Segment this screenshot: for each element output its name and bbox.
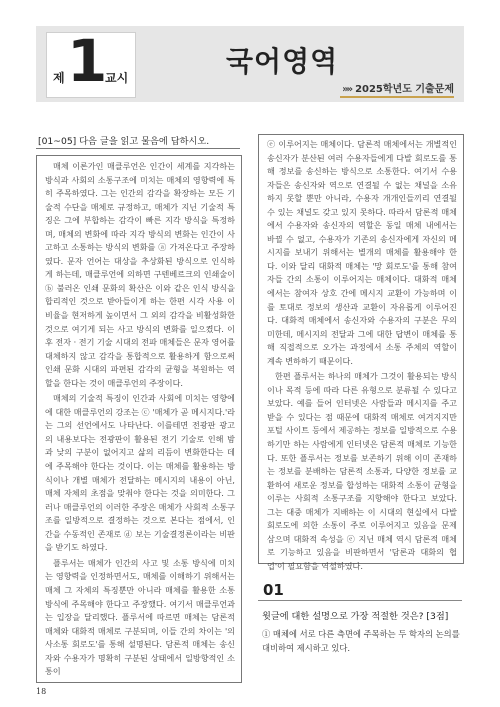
- instruction-divider: [36, 148, 240, 149]
- reading-passage-left: [36, 155, 242, 683]
- exam-label: [342, 80, 454, 95]
- period-box: [46, 27, 136, 98]
- answer-option-1[interactable]: ① 매체에 서로 다른 측면에 주목하는 두 학자의 논의를 대비하여 제시하고 있다.: [262, 629, 460, 653]
- exam-year-label: 2025학년도 기출문제: [355, 84, 454, 95]
- exam-header: [36, 26, 464, 102]
- passage-paragraph: 한편 플루서는 하나의 매체가 그것이 활용되는 방식이나 목적 등에 따라 다른 유형으로 분류될 수 있다고 보았다. 예를 들어 인터넷은 사람들과 메시지를 주고받을 수 있다는 점 때문에 대화적 매체로 여겨지지만 포털 사이트 등에서 제공하는 정보를 일방적으로 수용하기만 하는 사람에게 인터넷은 담론적 매체로 기능한다. 또한 플루서는 정보를 보존하기 위해 이미 존재하는 정보를 분배하는 담론적 소통과, 다양한 정보를 교환하여 새로운 정보를 합성하는 대화적 소통이 균형을 이루는 사회적 소통구조를 지향해야 한다고 보았다. 그는 대중 매체가 지배하는 이 시대의 현실에서 다발 회로도에 의한 소통이 주로 이루어지고 있음을 문제 삼으며 대화적 속성을 ⓔ 지닌 매체 역시 담론적 매체로 기능하고 있음을 비판하면서 '담론과 대화의 협업'이 필요함을 역설하였다.: [267, 371, 457, 571]
- question-number: 01: [263, 581, 284, 599]
- passage-paragraph: ⓔ 이루어지는 매체이다. 담론적 매체에서는 개별적인 송신자가 분산된 여러 수용자들에게 다발 회로도를 통해 정보를 송신하는 방식으로 소통한다. 여기서 수용자들은 송신자와 역으로 연결될 수 없는 채널을 소유하지 못할 뿐만 아니라, 수용자 개개인들끼리 연결될 수 있는 채널도 갖고 있지 못하다. 따라서 담론적 매체에서 수용자와 송신자의 역할은 동일 매체 내에서는 바뀔 수 없고, 수용자가 기존의 송신자에게 자신의 메시지를 보내기 위해서는 별개의 매체를 활용해야 한다. 이와 달리 대화적 매체는 '망 회로도'를 통해 참여자들 간의 소통이 이루어지는 매체이다. 대화적 매체에서는 참여자 상호 간에 메시지 교환이 가능하며 이를 토대로 정보의 생산과 교환이 자유롭게 이루어진다. 대화적 매체에서 송신자와 수용자의 구분은 무의미한데, 메시지의 전달과 그에 대한 답변이 매체를 통해 직접적으로 오가는 과정에서 소통 주체의 역할이 계속 변하하기 때문이다.: [267, 139, 457, 366]
- question-divider: [258, 600, 462, 601]
- passage-paragraph: 매체의 기술적 특징이 인간과 사회에 미치는 영향에 에 대한 매클루언의 강조는 ⓒ '매체가 곧 메시지다.'라는 그의 선언에서도 나타난다. 이를테면 전광판 광고의 내용보다는 전광판이 활용된 전기 기술로 인해 밤과 낮의 구분이 없어지고 삶의 리듬이 변화한다는 데에 주목해야 한다는 것이다. 이는 매체를 활용하는 방식이나 개별 매체가 전달하는 메시지의 내용이 아닌, 매체 자체의 초점을 맞춰야 한다는 것을 의미한다. 그러나 매클루언의 이러한 주장은 매체가 사회적 소통구조를 일방적으로 결정하는 것으로 본다는 점에서, 인간을 수동적인 존재로 ⓓ 보는 기술결정론이라는 비판을 받기도 하였다.: [45, 393, 235, 553]
- reading-passage-right: [258, 134, 464, 571]
- period-prefix: 제: [53, 71, 65, 85]
- exam-label-underline: [340, 96, 454, 98]
- passage-paragraph: 매체 이론가인 매클루언은 인간이 세계를 지각하는 방식과 사회의 소통구조에 미치는 매체의 영향력에 특히 주목하였다. 그는 인간의 감각을 확장하는 모든 기술적 수단을 매체로 규정하고, 매체가 지닌 기술적 특징은 그에 부합하는 감각이 빠른 지각 방식을 특정하며, 매체의 변화에 따라 지각 방식의 변화는 인간이 사고하고 소통하는 방식의 변화를 ⓐ 가져온다고 주장하였다. 문자 언어는 대상을 추상화된 방식으로 인식하게 하는데, 매클루언에 의하면 구텐베르크의 인쇄술이 ⓑ 불러온 인쇄 문화의 확산은 이와 같은 인식 방식을 합리적인 것으로 받아들이게 하는 한편 시각 사용 이 비율을 현저하게 높이면서 그 외의 감각을 비활성화한 것으로 여기게 되는 사고 방식의 변화를 일으켰다. 이후 전자 · 전기 기술 시대의 전파 매체들은 문자 영어를 대체하지 않고 감각을 통합적으로 활용하게 함으로써 인쇄 문화 시대의 파편된 감각의 균형을 복원하는 역할을 한다는 것이 매클루언의 주장이다.: [45, 161, 235, 388]
- subject-title: 국어영역: [226, 45, 339, 78]
- page-number: 18: [36, 687, 47, 696]
- chevron-right-icon: »»: [342, 84, 352, 95]
- passage-instruction: [01~05] 다음 글을 읽고 물음에 답하시오.: [38, 136, 210, 147]
- period-number: 1: [67, 27, 108, 95]
- question-stem: 윗글에 대한 설명으로 가장 적절한 것은? [3점]: [262, 611, 449, 622]
- passage-paragraph: 플루서는 매체가 인간의 사고 및 소통 방식에 미치는 영향력을 인정하면서도, 매체를 이해하기 위해서는 매체 그 자체의 특징뿐만 아니라 매체를 활용한 소통 방식에 주목해야 한다고 주장했다. 여기서 매클루언과는 입장을 달리했다. 플루서에 따르면 매체는 담론적 매체와 대화적 매체로 구분되며, 이들 간의 차이는 '의사소통 회로도'를 통해 설명된다. 담론적 매체는 송신자와 수용자가 명확히 구분된 상태에서 일방향적인 소통이: [45, 557, 235, 677]
- period-suffix: 교시: [105, 71, 129, 85]
